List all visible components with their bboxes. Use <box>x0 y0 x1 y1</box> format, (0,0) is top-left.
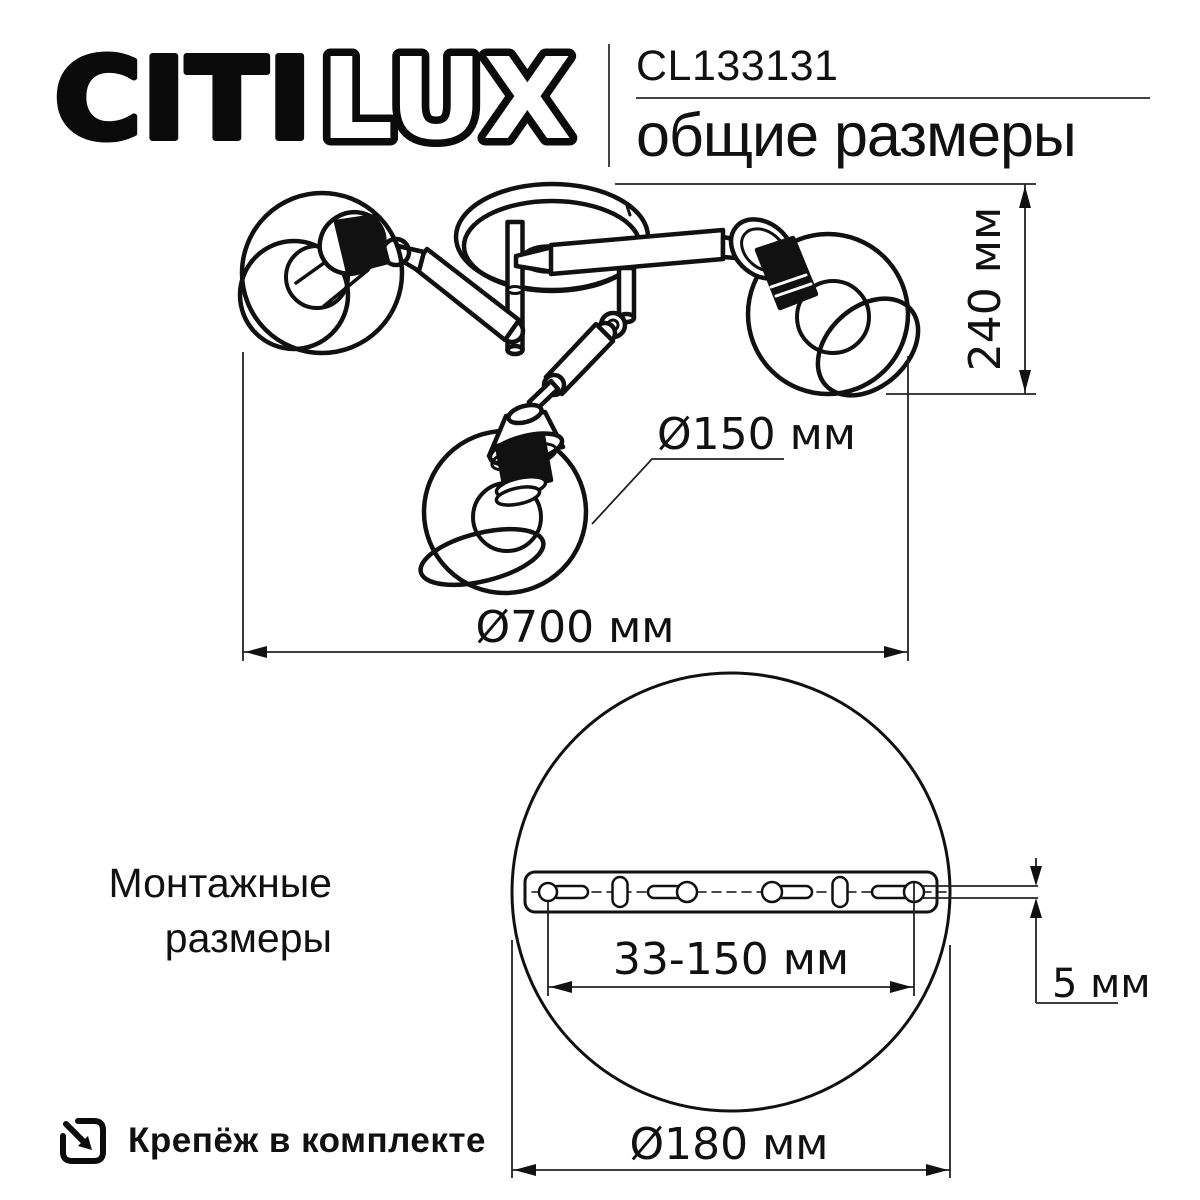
model-number: CL133131 <box>636 44 1150 99</box>
mounting-label-line1: Монтажные <box>108 860 332 906</box>
keyhole-left <box>539 883 557 901</box>
footer-text: Крепёж в комплекте <box>128 1121 486 1160</box>
box-arrow-in-icon <box>56 1114 110 1168</box>
arm-left <box>397 246 523 342</box>
logo-outline-part: LUX <box>320 42 572 162</box>
dim-label-slot-height: 5 мм <box>1052 961 1151 1007</box>
logo-solid-part: CITI <box>54 42 312 162</box>
globe-shade-bottom <box>415 402 586 596</box>
dim-label-overall-diameter: Ø700 мм <box>475 602 675 653</box>
dim-shade-150-leader <box>592 459 784 524</box>
dim-label-shade-diameter: Ø150 мм <box>657 409 856 460</box>
footer-note <box>56 1114 486 1168</box>
dim-label-plate-diameter: Ø180 мм <box>629 1119 829 1170</box>
dim-label-height: 240 мм <box>960 206 1011 372</box>
arm-bottom <box>529 323 615 410</box>
globe-shade-right <box>719 207 937 415</box>
dim-label-hole-span: 33-150 мм <box>612 934 850 985</box>
arm-right <box>516 230 749 274</box>
mounting-label-line2: размеры <box>164 914 332 961</box>
mounting-plate-drawing <box>512 673 950 1111</box>
chandelier-drawing <box>240 184 937 596</box>
page-title: общие размеры <box>636 101 1076 170</box>
socket-left <box>336 216 388 272</box>
globe-shade-left <box>240 193 409 353</box>
